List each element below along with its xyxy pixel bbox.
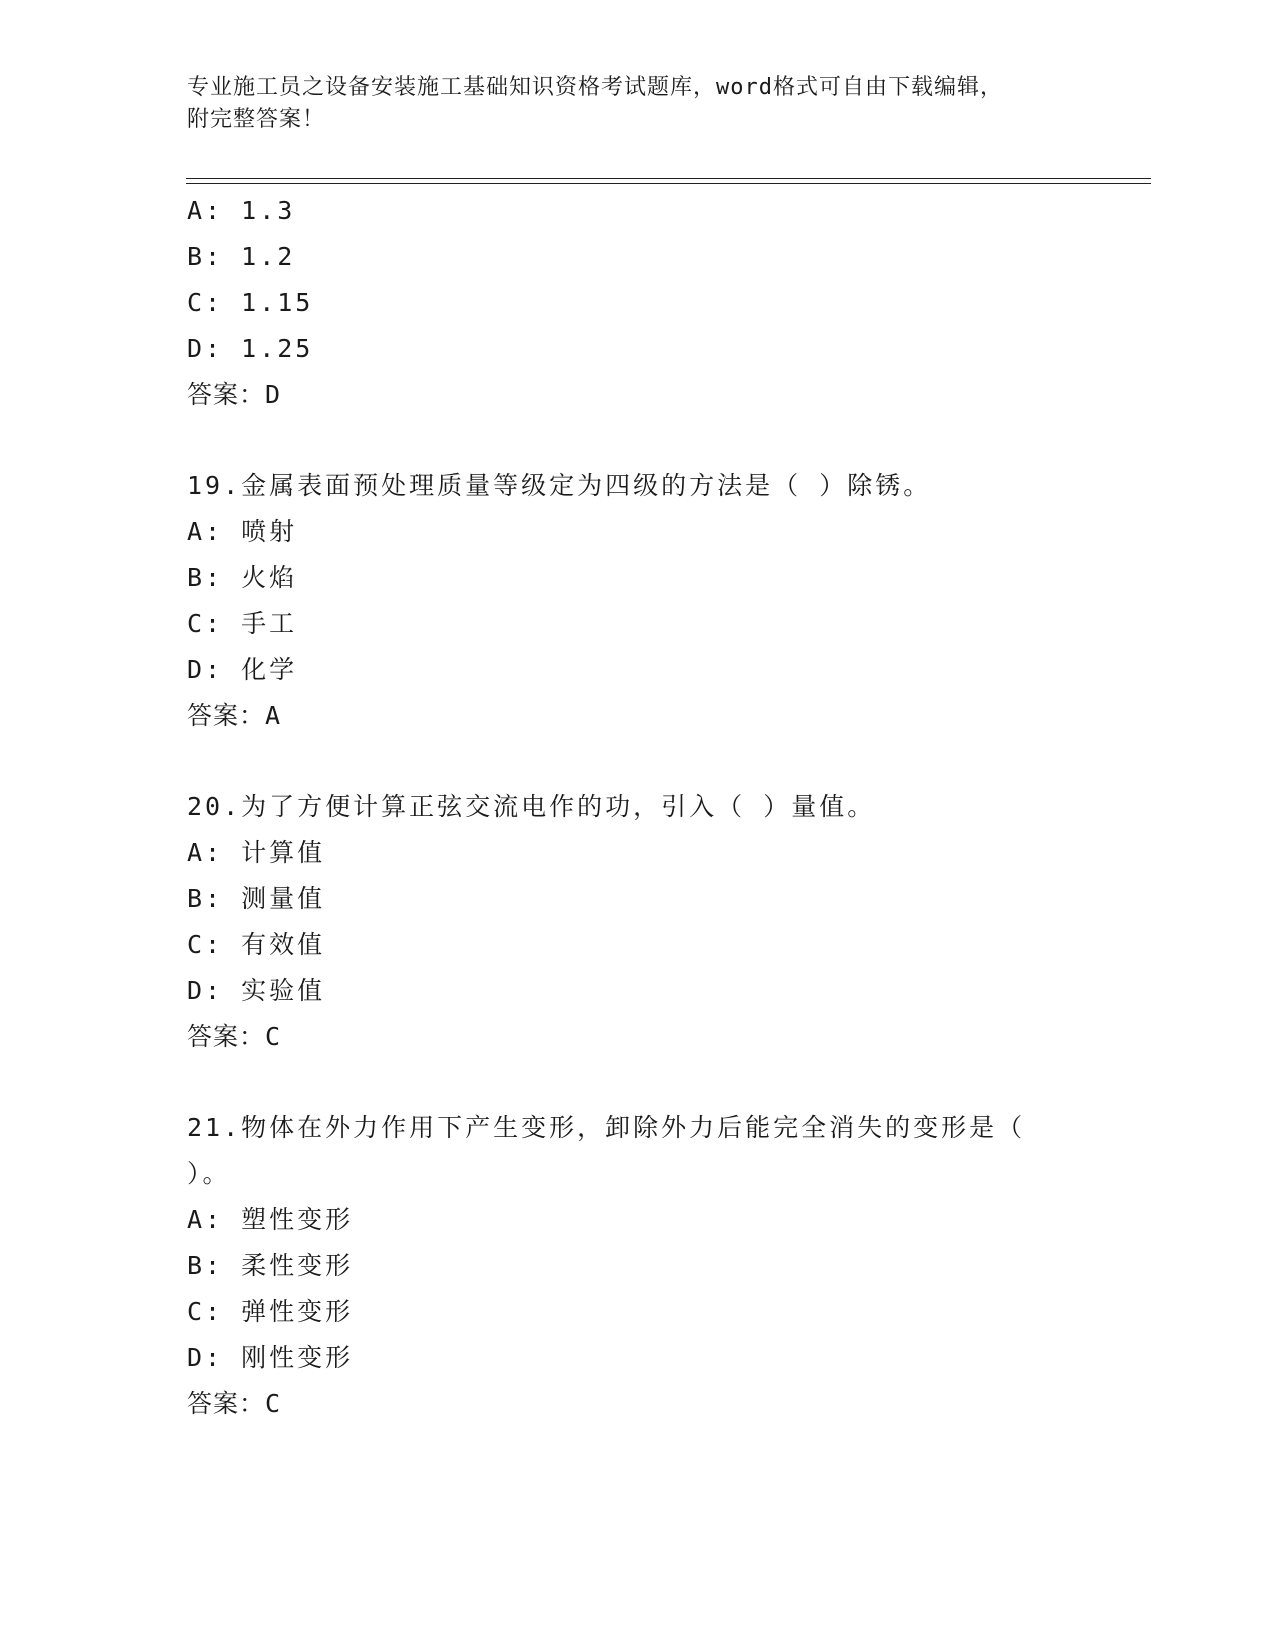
option-d: D: 化学: [187, 655, 298, 684]
option-b: B: 柔性变形: [187, 1251, 354, 1280]
header-rule-bottom: [186, 183, 1151, 184]
question-stem-line-2: ）。: [187, 1159, 231, 1188]
spacer: [187, 1060, 1067, 1105]
question-18: [187, 188, 1067, 418]
option-b: B: 1.2: [187, 242, 296, 271]
spacer: [187, 418, 1067, 463]
question-19: [187, 463, 1067, 739]
question-list: [187, 188, 1067, 1427]
document-header: [187, 72, 1067, 136]
question-20: [187, 784, 1067, 1060]
option-c: C: 有效值: [187, 930, 326, 959]
question-21: [187, 1105, 1067, 1427]
option-a: A: 塑性变形: [187, 1205, 354, 1234]
option-a: A: 喷射: [187, 517, 298, 546]
question-stem: 20.为了方便计算正弦交流电作的功，引入（ ）量值。: [187, 792, 876, 821]
option-c: C: 弹性变形: [187, 1297, 354, 1326]
header-rule-top: [186, 178, 1151, 179]
question-stem-line-1: 21.物体在外力作用下产生变形，卸除外力后能完全消失的变形是（: [187, 1113, 1026, 1142]
option-b: B: 火焰: [187, 563, 298, 592]
option-c: C: 手工: [187, 609, 298, 638]
answer: 答案：C: [187, 1389, 282, 1418]
answer: 答案：A: [187, 701, 282, 730]
header-line-1: 专业施工员之设备安装施工基础知识资格考试题库，word格式可自由下载编辑，: [187, 75, 1003, 100]
option-a: A: 计算值: [187, 838, 326, 867]
answer: 答案：D: [187, 380, 282, 409]
option-d: D: 1.25: [187, 334, 314, 363]
option-d: D: 实验值: [187, 976, 326, 1005]
option-a: A: 1.3: [187, 196, 296, 225]
option-c: C: 1.15: [187, 288, 314, 317]
question-stem: 19.金属表面预处理质量等级定为四级的方法是（ ）除锈。: [187, 471, 932, 500]
option-b: B: 测量值: [187, 884, 326, 913]
header-line-2: 附完整答案！: [187, 107, 326, 132]
option-d: D: 刚性变形: [187, 1343, 354, 1372]
answer: 答案：C: [187, 1022, 282, 1051]
spacer: [187, 739, 1067, 784]
